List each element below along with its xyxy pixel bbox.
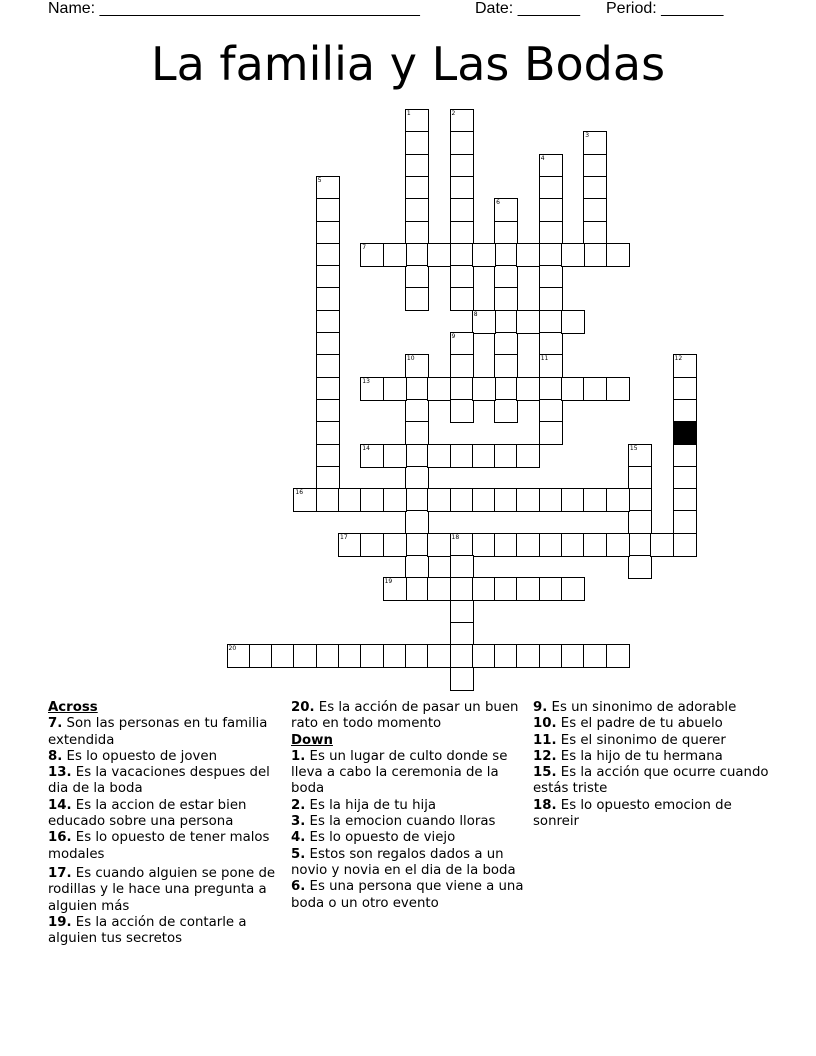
crossword-black-cell <box>673 421 697 445</box>
crossword-cell[interactable] <box>450 377 474 401</box>
crossword-cell[interactable] <box>472 533 496 557</box>
crossword-cell[interactable] <box>405 131 429 155</box>
crossword-cell[interactable] <box>405 488 429 512</box>
crossword-cell[interactable] <box>583 243 607 267</box>
crossword-cell[interactable] <box>405 154 429 178</box>
crossword-cell[interactable] <box>628 488 652 512</box>
clue-down-6: 6. Es una persona que viene a una boda o un otro evento <box>291 879 524 911</box>
crossword-cell[interactable] <box>450 131 474 155</box>
crossword-cell[interactable] <box>628 510 652 534</box>
clue-across-17: 17. Es cuando alguien se pone de rodillas y le hace una pregunta a alguien más <box>48 865 276 914</box>
crossword-cell[interactable] <box>316 310 340 334</box>
clues-column-2 <box>291 700 527 912</box>
crossword-cell[interactable] <box>472 243 496 267</box>
clue-across-14: 14. Es la accion de estar bien educado sobre una persona <box>48 797 247 830</box>
crossword-cell[interactable] <box>539 488 563 512</box>
crossword-cell[interactable] <box>360 488 384 512</box>
crossword-cell[interactable] <box>583 377 607 401</box>
crossword-cell[interactable] <box>450 600 474 624</box>
name-field-label[interactable]: Name: ____________________________________ <box>48 0 420 17</box>
crossword-cell[interactable] <box>316 488 340 512</box>
crossword-cell[interactable] <box>494 399 518 423</box>
clue-number-label: 3 <box>585 132 590 140</box>
clue-across-19: 19. Es la acción de contarle a alguien tus secretos <box>48 914 247 947</box>
crossword-cell[interactable] <box>383 488 407 512</box>
clue-number-label: 9 <box>451 333 456 340</box>
clue-number-label: 2 <box>451 110 456 117</box>
crossword-cell[interactable] <box>338 488 362 512</box>
clue-number-label: 10 <box>406 355 415 363</box>
crossword-cell[interactable] <box>405 466 429 490</box>
crossword-cell[interactable] <box>450 644 474 668</box>
crossword-cell[interactable] <box>383 444 407 468</box>
crossword-cell[interactable] <box>673 488 697 512</box>
crossword-cell[interactable] <box>561 243 585 267</box>
crossword-cell[interactable] <box>494 310 518 334</box>
crossword-cell[interactable] <box>583 198 607 222</box>
crossword-cell[interactable] <box>472 444 496 468</box>
crossword-cell[interactable] <box>628 466 652 490</box>
crossword-cell[interactable] <box>472 488 496 512</box>
clue-down-9: 9. Es un sinonimo de adorable <box>533 700 737 715</box>
down-heading: Down <box>291 732 333 748</box>
crossword-cell[interactable] <box>539 377 563 401</box>
crossword-cell[interactable] <box>316 421 340 445</box>
clue-number-label: 4 <box>540 154 545 162</box>
crossword-cell[interactable] <box>316 466 340 490</box>
across-heading: Across <box>48 700 98 715</box>
clue-down-5: 5. Estos son regalos dados a un novio y novia en el dia de la boda <box>291 846 516 878</box>
crossword-cell[interactable] <box>539 577 563 601</box>
crossword-cell[interactable] <box>539 644 563 668</box>
crossword-cell[interactable] <box>561 577 585 601</box>
clue-down-11: 11. Es el sinonimo de querer <box>533 732 726 748</box>
crossword-cell[interactable] <box>383 377 407 401</box>
crossword-cell[interactable] <box>427 533 451 557</box>
crossword-cell[interactable] <box>316 377 340 401</box>
clue-number-label: 16 <box>295 489 304 497</box>
clue-number-label: 8 <box>473 310 478 318</box>
clue-down-3: 3. Es la emocion cuando lloras <box>291 814 496 830</box>
crossword-cell[interactable] <box>606 644 630 668</box>
crossword-cell[interactable] <box>539 332 563 356</box>
crossword-cell[interactable] <box>673 533 697 557</box>
crossword-cell[interactable] <box>539 533 563 557</box>
crossword-cell[interactable] <box>650 533 674 557</box>
crossword-cell[interactable] <box>561 533 585 557</box>
crossword-cell[interactable] <box>494 444 518 468</box>
crossword-cell[interactable] <box>516 577 540 601</box>
clue-across-13: 13. Es la vacaciones despues del dia de la boda <box>48 765 270 797</box>
crossword-cell[interactable] <box>583 533 607 557</box>
crossword-cell[interactable] <box>405 176 429 200</box>
crossword-cell[interactable] <box>472 644 496 668</box>
crossword-cell[interactable] <box>583 488 607 512</box>
crossword-cell[interactable] <box>561 377 585 401</box>
crossword-cell[interactable] <box>606 533 630 557</box>
clue-down-2: 2. Es la hija de tu hija <box>291 797 437 813</box>
crossword-cell[interactable] <box>539 287 563 311</box>
clue-number-label: 7 <box>362 243 367 251</box>
clue-number-label: 5 <box>317 176 322 184</box>
crossword-cell[interactable] <box>405 421 429 445</box>
crossword-cell[interactable] <box>450 221 474 245</box>
crossword-cell[interactable] <box>405 510 429 534</box>
crossword-cell[interactable] <box>405 533 429 557</box>
crossword-cell[interactable] <box>628 555 652 579</box>
crossword-cell[interactable] <box>405 243 429 267</box>
crossword-cell[interactable] <box>405 265 429 289</box>
crossword-cell[interactable] <box>628 533 652 557</box>
clue-down-10: 10. Es el padre de tu abuelo <box>533 716 723 732</box>
crossword-cell[interactable] <box>383 533 407 557</box>
crossword-cell[interactable] <box>472 377 496 401</box>
clue-number-label: 14 <box>362 444 370 452</box>
crossword-cell[interactable] <box>516 488 540 512</box>
clue-number-label: 11 <box>540 355 549 363</box>
crossword-cell[interactable] <box>494 221 518 245</box>
crossword-cell[interactable] <box>450 243 474 267</box>
crossword-cell[interactable] <box>450 622 474 646</box>
crossword-cell[interactable] <box>583 154 607 178</box>
crossword-cell[interactable] <box>450 488 474 512</box>
crossword-cell[interactable] <box>427 577 451 601</box>
clue-number-label: 19 <box>384 578 393 586</box>
clue-down-1: 1. Es un lugar de culto donde se lleva a cabo la ceremonia de la boda <box>291 748 508 797</box>
crossword-cell[interactable] <box>494 287 518 311</box>
crossword-cell[interactable] <box>494 577 518 601</box>
crossword-cell[interactable] <box>316 198 340 222</box>
crossword-cell[interactable] <box>516 644 540 668</box>
clue-across-20: 20. Es la acción de pasar un buen rato en todo momento <box>291 700 519 732</box>
clue-number-label: 17 <box>340 533 348 541</box>
crossword-cell[interactable] <box>494 354 518 378</box>
crossword-cell[interactable] <box>383 243 407 267</box>
crossword-cell[interactable] <box>494 488 518 512</box>
crossword-cell[interactable] <box>450 154 474 178</box>
crossword-cell[interactable] <box>494 377 518 401</box>
crossword-cell[interactable] <box>606 488 630 512</box>
crossword-cell[interactable] <box>316 221 340 245</box>
crossword-cell[interactable] <box>427 377 451 401</box>
clue-number-label: 15 <box>629 444 638 452</box>
crossword-cell[interactable] <box>405 577 429 601</box>
clue-across-16: 16. Es lo opuesto de tener malos modales <box>48 830 270 862</box>
crossword-cell[interactable] <box>583 644 607 668</box>
crossword-cell[interactable] <box>472 577 496 601</box>
crossword-cell[interactable] <box>450 555 474 579</box>
clue-number-label: 18 <box>451 533 460 541</box>
crossword-cell[interactable] <box>539 265 563 289</box>
crossword-cell[interactable] <box>271 644 295 668</box>
crossword-cell[interactable] <box>360 644 384 668</box>
crossword-cell[interactable] <box>316 287 340 311</box>
crossword-cell[interactable] <box>606 377 630 401</box>
crossword-cell[interactable] <box>516 533 540 557</box>
crossword-cell[interactable] <box>405 555 429 579</box>
crossword-cell[interactable] <box>360 533 384 557</box>
crossword-cell[interactable] <box>427 243 451 267</box>
crossword-cell[interactable] <box>494 533 518 557</box>
crossword-cell[interactable] <box>539 221 563 245</box>
clue-across-7: 7. Son las personas en tu familia extendida <box>48 716 268 748</box>
crossword-cell[interactable] <box>494 644 518 668</box>
crossword-cell[interactable] <box>405 221 429 245</box>
crossword-cell[interactable] <box>583 176 607 200</box>
crossword-cell[interactable] <box>405 444 429 468</box>
crossword-cell[interactable] <box>561 310 585 334</box>
crossword-cell[interactable] <box>539 198 563 222</box>
crossword-cell[interactable] <box>673 377 697 401</box>
crossword-cell[interactable] <box>405 399 429 423</box>
crossword-cell[interactable] <box>316 332 340 356</box>
crossword-cell[interactable] <box>450 667 474 691</box>
crossword-cell[interactable] <box>494 243 518 267</box>
crossword-cell[interactable] <box>494 265 518 289</box>
crossword-cell[interactable] <box>383 644 407 668</box>
clue-down-4: 4. Es lo opuesto de viejo <box>291 830 456 846</box>
crossword-cell[interactable] <box>450 399 474 423</box>
crossword-cell[interactable] <box>673 510 697 534</box>
crossword-cell[interactable] <box>516 377 540 401</box>
crossword-cell[interactable] <box>338 644 362 668</box>
crossword-cell[interactable] <box>316 399 340 423</box>
crossword-cell[interactable] <box>316 354 340 378</box>
crossword-cell[interactable] <box>516 310 540 334</box>
crossword-cell[interactable] <box>450 354 474 378</box>
crossword-cell[interactable] <box>494 332 518 356</box>
crossword-cell[interactable] <box>405 644 429 668</box>
crossword-cell[interactable] <box>516 444 540 468</box>
crossword-cell[interactable] <box>249 644 273 668</box>
clue-number-label: 20 <box>228 645 237 653</box>
crossword-cell[interactable] <box>561 488 585 512</box>
clue-down-15: 15. Es la acción que ocurre cuando estás triste <box>533 765 769 797</box>
crossword-cell[interactable] <box>450 198 474 222</box>
crossword-cell[interactable] <box>316 265 340 289</box>
clue-down-12: 12. Es la hijo de tu hermana <box>533 748 723 764</box>
clue-number-label: 1 <box>406 110 411 117</box>
crossword-cell[interactable] <box>516 243 540 267</box>
crossword-cell[interactable] <box>405 377 429 401</box>
crossword-cell[interactable] <box>583 221 607 245</box>
clue-number-label: 12 <box>674 355 683 363</box>
crossword-cell[interactable] <box>316 243 340 267</box>
clues-column-3 <box>533 700 773 830</box>
date-field-label[interactable]: Date: _______ <box>475 0 580 17</box>
crossword-cell[interactable] <box>316 444 340 468</box>
crossword-cell[interactable] <box>427 644 451 668</box>
crossword-cell[interactable] <box>539 310 563 334</box>
crossword-cell[interactable] <box>405 287 429 311</box>
crossword-cell[interactable] <box>561 644 585 668</box>
crossword-cell[interactable] <box>539 421 563 445</box>
clue-number-label: 13 <box>362 377 370 385</box>
crossword-cell[interactable] <box>427 444 451 468</box>
crossword-cell[interactable] <box>405 198 429 222</box>
crossword-cell[interactable] <box>293 644 317 668</box>
page-title: La familia y Las Bodas <box>150 37 666 91</box>
crossword-cell[interactable] <box>539 176 563 200</box>
clues-column-1 <box>48 700 278 947</box>
crossword-cell[interactable] <box>606 243 630 267</box>
crossword-cell[interactable] <box>539 243 563 267</box>
crossword-cell[interactable] <box>450 577 474 601</box>
crossword-cell[interactable] <box>673 444 697 468</box>
crossword-cell[interactable] <box>450 265 474 289</box>
crossword-cell[interactable] <box>539 399 563 423</box>
crossword-cell[interactable] <box>316 644 340 668</box>
crossword-cell[interactable] <box>450 444 474 468</box>
clue-down-18: 18. Es lo opuesto emocion de sonreir <box>533 797 732 830</box>
crossword-cell[interactable] <box>450 287 474 311</box>
clue-across-8: 8. Es lo opuesto de joven <box>48 748 217 764</box>
crossword-cell[interactable] <box>673 399 697 423</box>
crossword-cell[interactable] <box>673 466 697 490</box>
period-field-label[interactable]: Period: _______ <box>606 0 724 17</box>
clue-number-label: 6 <box>496 199 500 207</box>
crossword-cell[interactable] <box>427 488 451 512</box>
crossword-cell[interactable] <box>450 176 474 200</box>
